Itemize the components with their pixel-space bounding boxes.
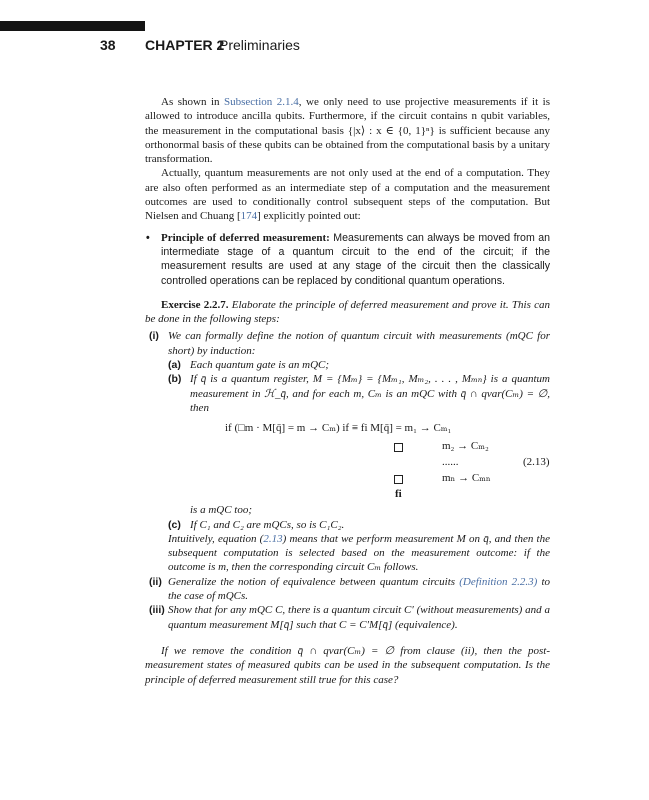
p2-text-a: Actually, quantum measurements are not only used at the end of a computation. They are also often performed as an intermediate step of a computation and the measurement outcomes are used to conditionally control subsequent steps of the computation. But Nielsen and Chuang [ bbox=[145, 167, 550, 223]
equation-line-4: mₙ → Cₘₙ bbox=[442, 472, 491, 485]
exercise-text: Elaborate the principle of deferred measurement and prove it. This can be done in the following steps: bbox=[145, 298, 550, 326]
step-c-text: If C₁ and C₂ are mQCs, so is C₁C₂. bbox=[190, 518, 345, 531]
chapter-title: Preliminaries bbox=[219, 37, 300, 53]
equation-2-13 bbox=[145, 419, 550, 501]
equation-box-n bbox=[394, 473, 403, 487]
p1-text-b: , we only need to use projective measurements if it is allowed to introduce ancilla qubits. Furthermore, if the circuit contains n qubit variables, the measurement in the computational basis {|x⟩ : x ∈ {0, 1}ⁿ} is sufficient because any orthonormal basis of these qubits can be obtained from the computational basis by a unitary transformation. bbox=[145, 96, 550, 166]
after-equation-text: is a mQC too; bbox=[190, 504, 253, 517]
paragraph-2 bbox=[145, 166, 550, 223]
step-b-label: (b) bbox=[168, 373, 182, 386]
page-body bbox=[145, 95, 550, 687]
equation-dots: ...... bbox=[442, 456, 459, 469]
step-b-text: If q̄ is a quantum register, M = {Mₘ} = {Mₘ₁, Mₘ₂, . . . , Mₘₙ} is a quantum measurement in ℋ_q̄, and for each m, Cₘ is an mQC with q̄ ∩ qvar(Cₘ) = ∅, then bbox=[190, 373, 550, 414]
step-iii bbox=[145, 603, 550, 632]
step-a-text: Each quantum gate is an mQC; bbox=[190, 359, 330, 372]
step-i-text: We can formally define the notion of quantum circuit with measurements (mQC for short) by induction: bbox=[168, 330, 550, 357]
bullet-text: Measurements can always be moved from an intermediate stage of a quantum circuit to the end of the circuit; if the measurement results are used at any stage of the circuit then the classically controlled operations can be replaced by conditional quantum operations. bbox=[161, 231, 551, 287]
intuition-text bbox=[168, 532, 550, 575]
step-a-label: (a) bbox=[168, 359, 181, 372]
step-i-a bbox=[168, 358, 550, 372]
step-i bbox=[145, 329, 550, 415]
step-iii-text: Show that for any mQC C, there is a quantum circuit C′ (without measurements) and a quantum measurement M[q̄] such that C = C′M[q̄] (equivalence). bbox=[168, 604, 550, 631]
step-ii-tail: to the case of mQCs. bbox=[168, 575, 551, 603]
definition-link[interactable]: (Definition 2.2.3) bbox=[459, 575, 538, 588]
equation-line-2: m₂ → Cₘ₂ bbox=[442, 440, 489, 453]
equation-ref-link[interactable]: 2.13 bbox=[263, 532, 283, 545]
subsection-link[interactable]: Subsection 2.1.4 bbox=[224, 96, 299, 108]
equation-number: (2.13) bbox=[523, 456, 550, 469]
bullet-title: Principle of deferred measurement: bbox=[161, 231, 330, 244]
step-i-c bbox=[168, 518, 550, 532]
exercise-title: Exercise 2.2.7. bbox=[161, 298, 229, 311]
running-header bbox=[0, 37, 649, 55]
deferred-measurement-bullet bbox=[145, 231, 550, 288]
exercise-statement bbox=[145, 298, 550, 327]
citation-link[interactable]: 174 bbox=[240, 210, 258, 223]
step-ii bbox=[145, 575, 550, 604]
equation-box-2 bbox=[394, 441, 403, 455]
bullet-dot: • bbox=[146, 231, 150, 244]
paragraph-1 bbox=[145, 95, 550, 166]
step-i-b bbox=[168, 372, 550, 415]
p2-text-b: ] explicitly pointed out: bbox=[257, 210, 361, 223]
step-iii-label: (iii) bbox=[149, 604, 165, 617]
chapter-label: CHAPTER 2 bbox=[145, 37, 225, 53]
final-remark: If we remove the condition q̄ ∩ qvar(Cₘ) = ∅ from clause (ii), then the post-measurement states of measured qubits can be used in the subsequent computation. Is the principle of deferred measurement still true for this case? bbox=[145, 644, 550, 686]
equation-fi: fi bbox=[395, 488, 402, 501]
intuition-a: Intuitively, equation ( bbox=[168, 532, 264, 545]
step-i-continued bbox=[145, 503, 550, 574]
intuition-b: ) means that we perform measurement M on q̄, and then the subsequent computation is selected based on the measurement outcome: if the outcome is m, then the corresponding circuit Cₘ follows. bbox=[168, 532, 550, 574]
p1-text-a: As shown in bbox=[161, 96, 225, 108]
exercise-steps bbox=[145, 329, 550, 631]
equation-line-1: if (□m · M[q̄] = m → Cₘ) if ≡ fi M[q̄] = m₁ → Cₘ₁ bbox=[225, 422, 452, 435]
page-number: 38 bbox=[100, 37, 116, 53]
step-i-label: (i) bbox=[149, 330, 159, 343]
header-rule bbox=[0, 21, 145, 31]
step-c-label: (c) bbox=[168, 518, 181, 531]
step-ii-label: (ii) bbox=[149, 575, 162, 588]
step-ii-text: Generalize the notion of equivalence between quantum circuits bbox=[168, 575, 456, 588]
